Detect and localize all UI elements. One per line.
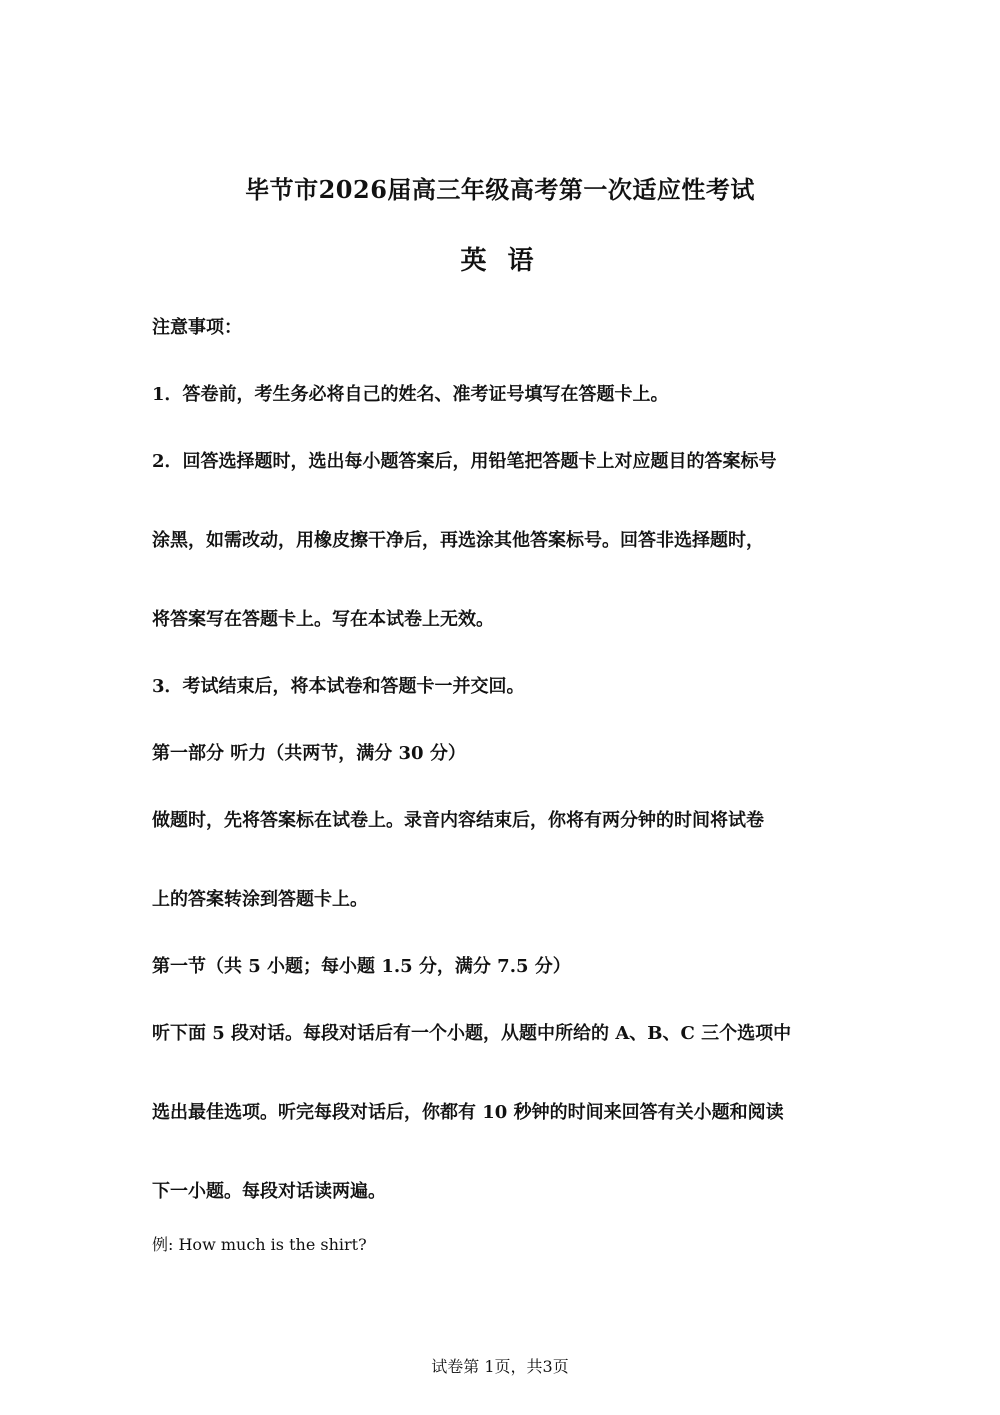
part-one-instruction: 上的答案转涂到答题卡上。 [152, 889, 368, 910]
exam-title: 毕节市2026届高三年级高考第一次适应性考试 [245, 175, 755, 204]
section-one-instruction: 下一小题。每段对话读两遍。 [152, 1181, 386, 1202]
notice-item-3: 3．考试结束后，将本试卷和答题卡一并交回。 [152, 676, 525, 697]
section-one-heading: 第一节（共 5 小题；每小题 1.5 分，满分 7.5 分） [152, 956, 571, 977]
exam-subject: 英 语 [460, 246, 540, 276]
page-footer: 试卷第 1页，共3页 [431, 1357, 569, 1376]
notice-heading: 注意事项： [152, 317, 242, 338]
section-one-instruction: 听下面 5 段对话。每段对话后有一个小题，从题中所给的 A、B、C 三个选项中 [152, 1023, 792, 1044]
part-one-instruction: 做题时，先将答案标在试卷上。录音内容结束后，你将有两分钟的时间将试卷 [152, 810, 764, 831]
notice-item-1: 1．答卷前，考生务必将自己的姓名、准考证号填写在答题卡上。 [152, 384, 669, 405]
example-question: 例: How much is the shirt? [152, 1235, 367, 1254]
notice-item-2-cont: 涂黑，如需改动，用橡皮擦干净后，再选涂其他答案标号。回答非选择题时， [152, 530, 764, 551]
notice-item-2: 2．回答选择题时，选出每小题答案后，用铅笔把答题卡上对应题目的答案标号 [152, 451, 777, 472]
notice-item-2-cont: 将答案写在答题卡上。写在本试卷上无效。 [152, 609, 494, 630]
section-one-instruction: 选出最佳选项。听完每段对话后，你都有 10 秒钟的时间来回答有关小题和阅读 [152, 1102, 784, 1123]
part-one-heading: 第一部分 听力（共两节，满分 30 分） [152, 743, 466, 764]
